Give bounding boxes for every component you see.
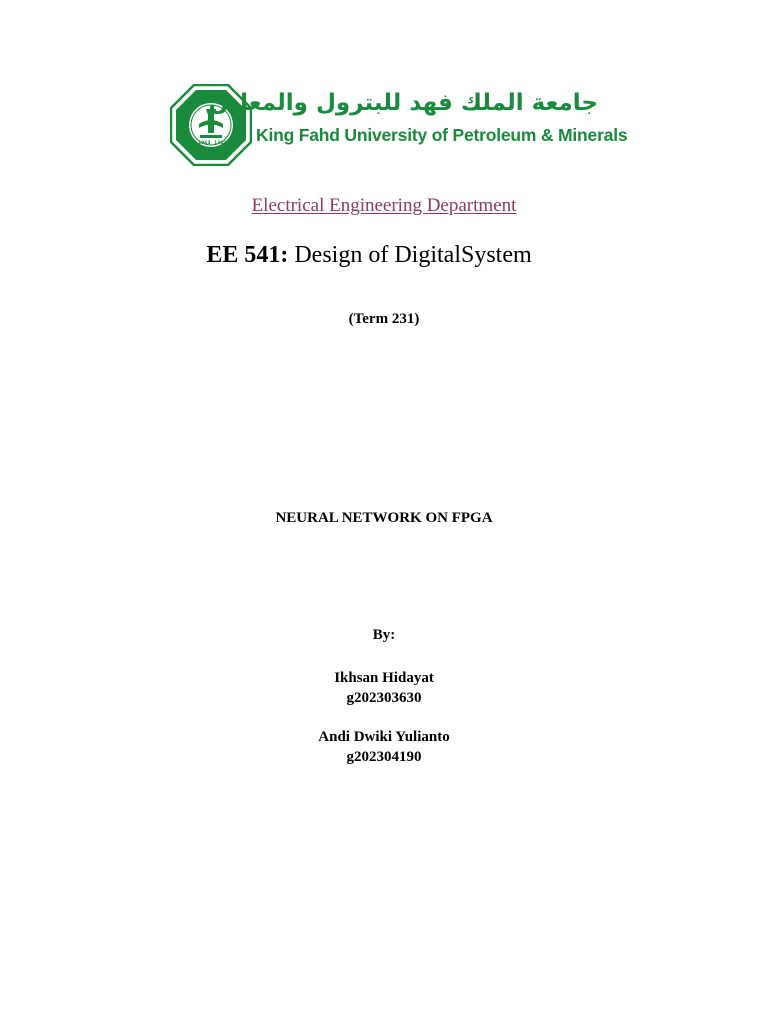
seal-year-right: 1383: [214, 141, 227, 146]
course-title: [0, 240, 738, 270]
logo-english-name: King Fahd University of Petroleum & Minerals: [256, 125, 628, 145]
author-id: g202304190: [346, 749, 422, 765]
university-logo: [170, 84, 628, 166]
term-label: (Term 231): [348, 311, 420, 327]
author-id: g202303630: [346, 690, 422, 706]
logo-arabic-name: جامعة الملك فهد للبترول والمعادن: [208, 90, 598, 116]
author-name: Andi Dwiki Yulianto: [318, 729, 450, 745]
author-name: Ikhsan Hidayat: [334, 670, 434, 686]
seal-year-left: 1963: [198, 141, 211, 146]
department-name: Electrical Engineering Department: [251, 195, 517, 216]
course-name: Design of DigitalSystem: [288, 242, 532, 268]
course-code: EE 541:: [206, 242, 289, 268]
author-block: [0, 727, 768, 767]
by-label: By:: [372, 627, 396, 643]
author-block: [0, 668, 768, 708]
project-title: NEURAL NETWORK ON FPGA: [275, 510, 493, 526]
